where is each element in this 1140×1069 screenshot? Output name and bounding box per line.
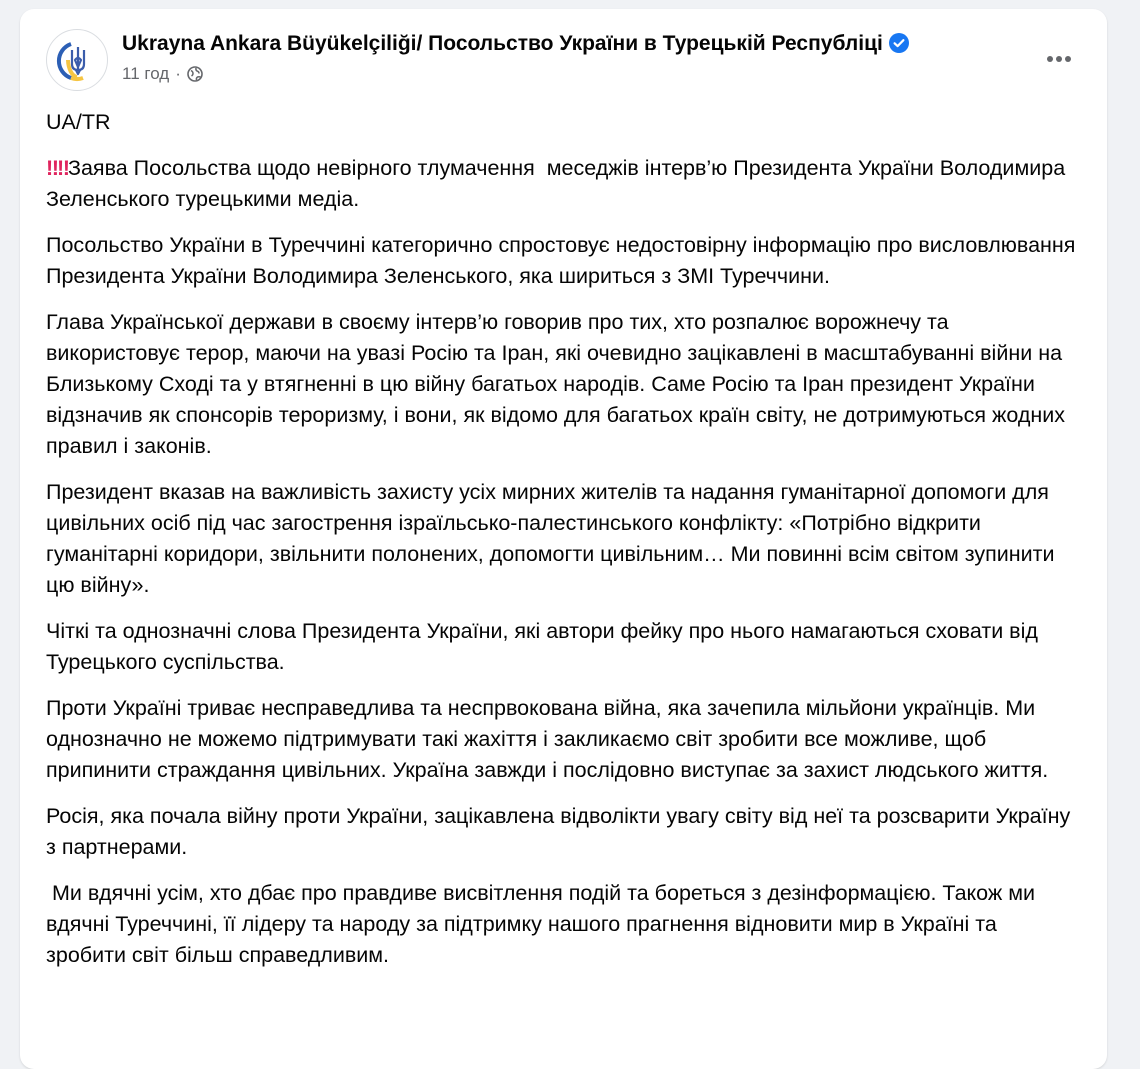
post-paragraph: Чіткі та однозначні слова Президента України, які автори фейку про нього намагаються сховати від Турецького суспільства. <box>46 619 1044 674</box>
post-paragraph: Глава Української держави в своєму інтерв’ю говорив про тих, хто розпалює ворожнечу та використовує терор, маючи на увазі Росію та Іран, які очевидно зацікавлені в масштабуванні війни на Близькому Сході та у втягненні в цю війну багатьох народів. Саме Росію та Іран президент України відзначив як спонсорів тероризму, і вони, як відомо для багатьох країн світу, не дотримуються жодних правил і законів. <box>46 310 1071 458</box>
post-paragraph-text: Заява Посольства щодо невірного тлумачення меседжів інтерв’ю Президента України Володимира Зеленського турецькими медіа. <box>46 156 1072 211</box>
page-name[interactable]: Ukrayna Ankara Büyükelçiliği/ Посольство України в Турецькій Республіці <box>122 32 883 55</box>
post-header <box>46 29 1087 93</box>
post-paragraph: Проти Україні триває несправедлива та неспрвокована війна, яка зачепила мільйони українців. Ми однозначно не можемо підтримувати такі жахіття і закликаємо світ зробити все можливе, щоб припинити страждання цивільних. Україна завжди і послідовно виступає за захист людського життя. <box>46 696 1049 782</box>
more-horizontal-icon <box>1046 55 1072 63</box>
double-exclamation-emoji: ‼‼ <box>46 156 68 180</box>
globe-icon[interactable] <box>187 66 203 88</box>
post-meta <box>122 63 203 88</box>
ukraine-trident-logo <box>47 30 107 90</box>
post-paragraph: Посольство України в Туреччині категорично спростовує недостовірну інформацію про висловлювання Президента України Володимира Зеленського, яка шириться з ЗМІ Туреччини. <box>46 233 1082 288</box>
post-paragraph: Росія, яка почала війну проти України, зацікавлена відволікти увагу світу від неї та розсварити Україну з партнерами. <box>46 804 1077 859</box>
post-paragraph: Ми вдячні усім, хто дбає про правдиве висвітлення подій та бореться з дезінформацією. Також ми вдячні Туреччині, її лідеру та народу за підтримку нашого прагнення відновити мир в Україні та зробити світ більш справедливим. <box>46 881 1042 967</box>
post-paragraph: UA/TR <box>46 110 111 134</box>
meta-separator: · <box>175 64 181 83</box>
more-options-button[interactable] <box>1039 39 1079 79</box>
post-card <box>20 9 1107 1069</box>
post-paragraph: Президент вказав на важливість захисту усіх мирних жителів та надання гуманітарної допомоги для цивільних осіб під час загострення ізраїльсько-палестинського конфлікту: «Потрібно відкрити гуманітарні коридори, звільнити полонених, допомогти цивільним… Ми повинні всім світом зупинити цю війну». <box>46 480 1061 597</box>
page-name-link[interactable] <box>122 30 909 61</box>
post-text <box>46 107 1082 986</box>
post-timestamp[interactable]: 11 год <box>122 64 170 83</box>
post-paragraph-statement <box>46 153 1076 215</box>
page-avatar[interactable] <box>46 29 108 91</box>
verified-badge-icon <box>889 33 909 61</box>
